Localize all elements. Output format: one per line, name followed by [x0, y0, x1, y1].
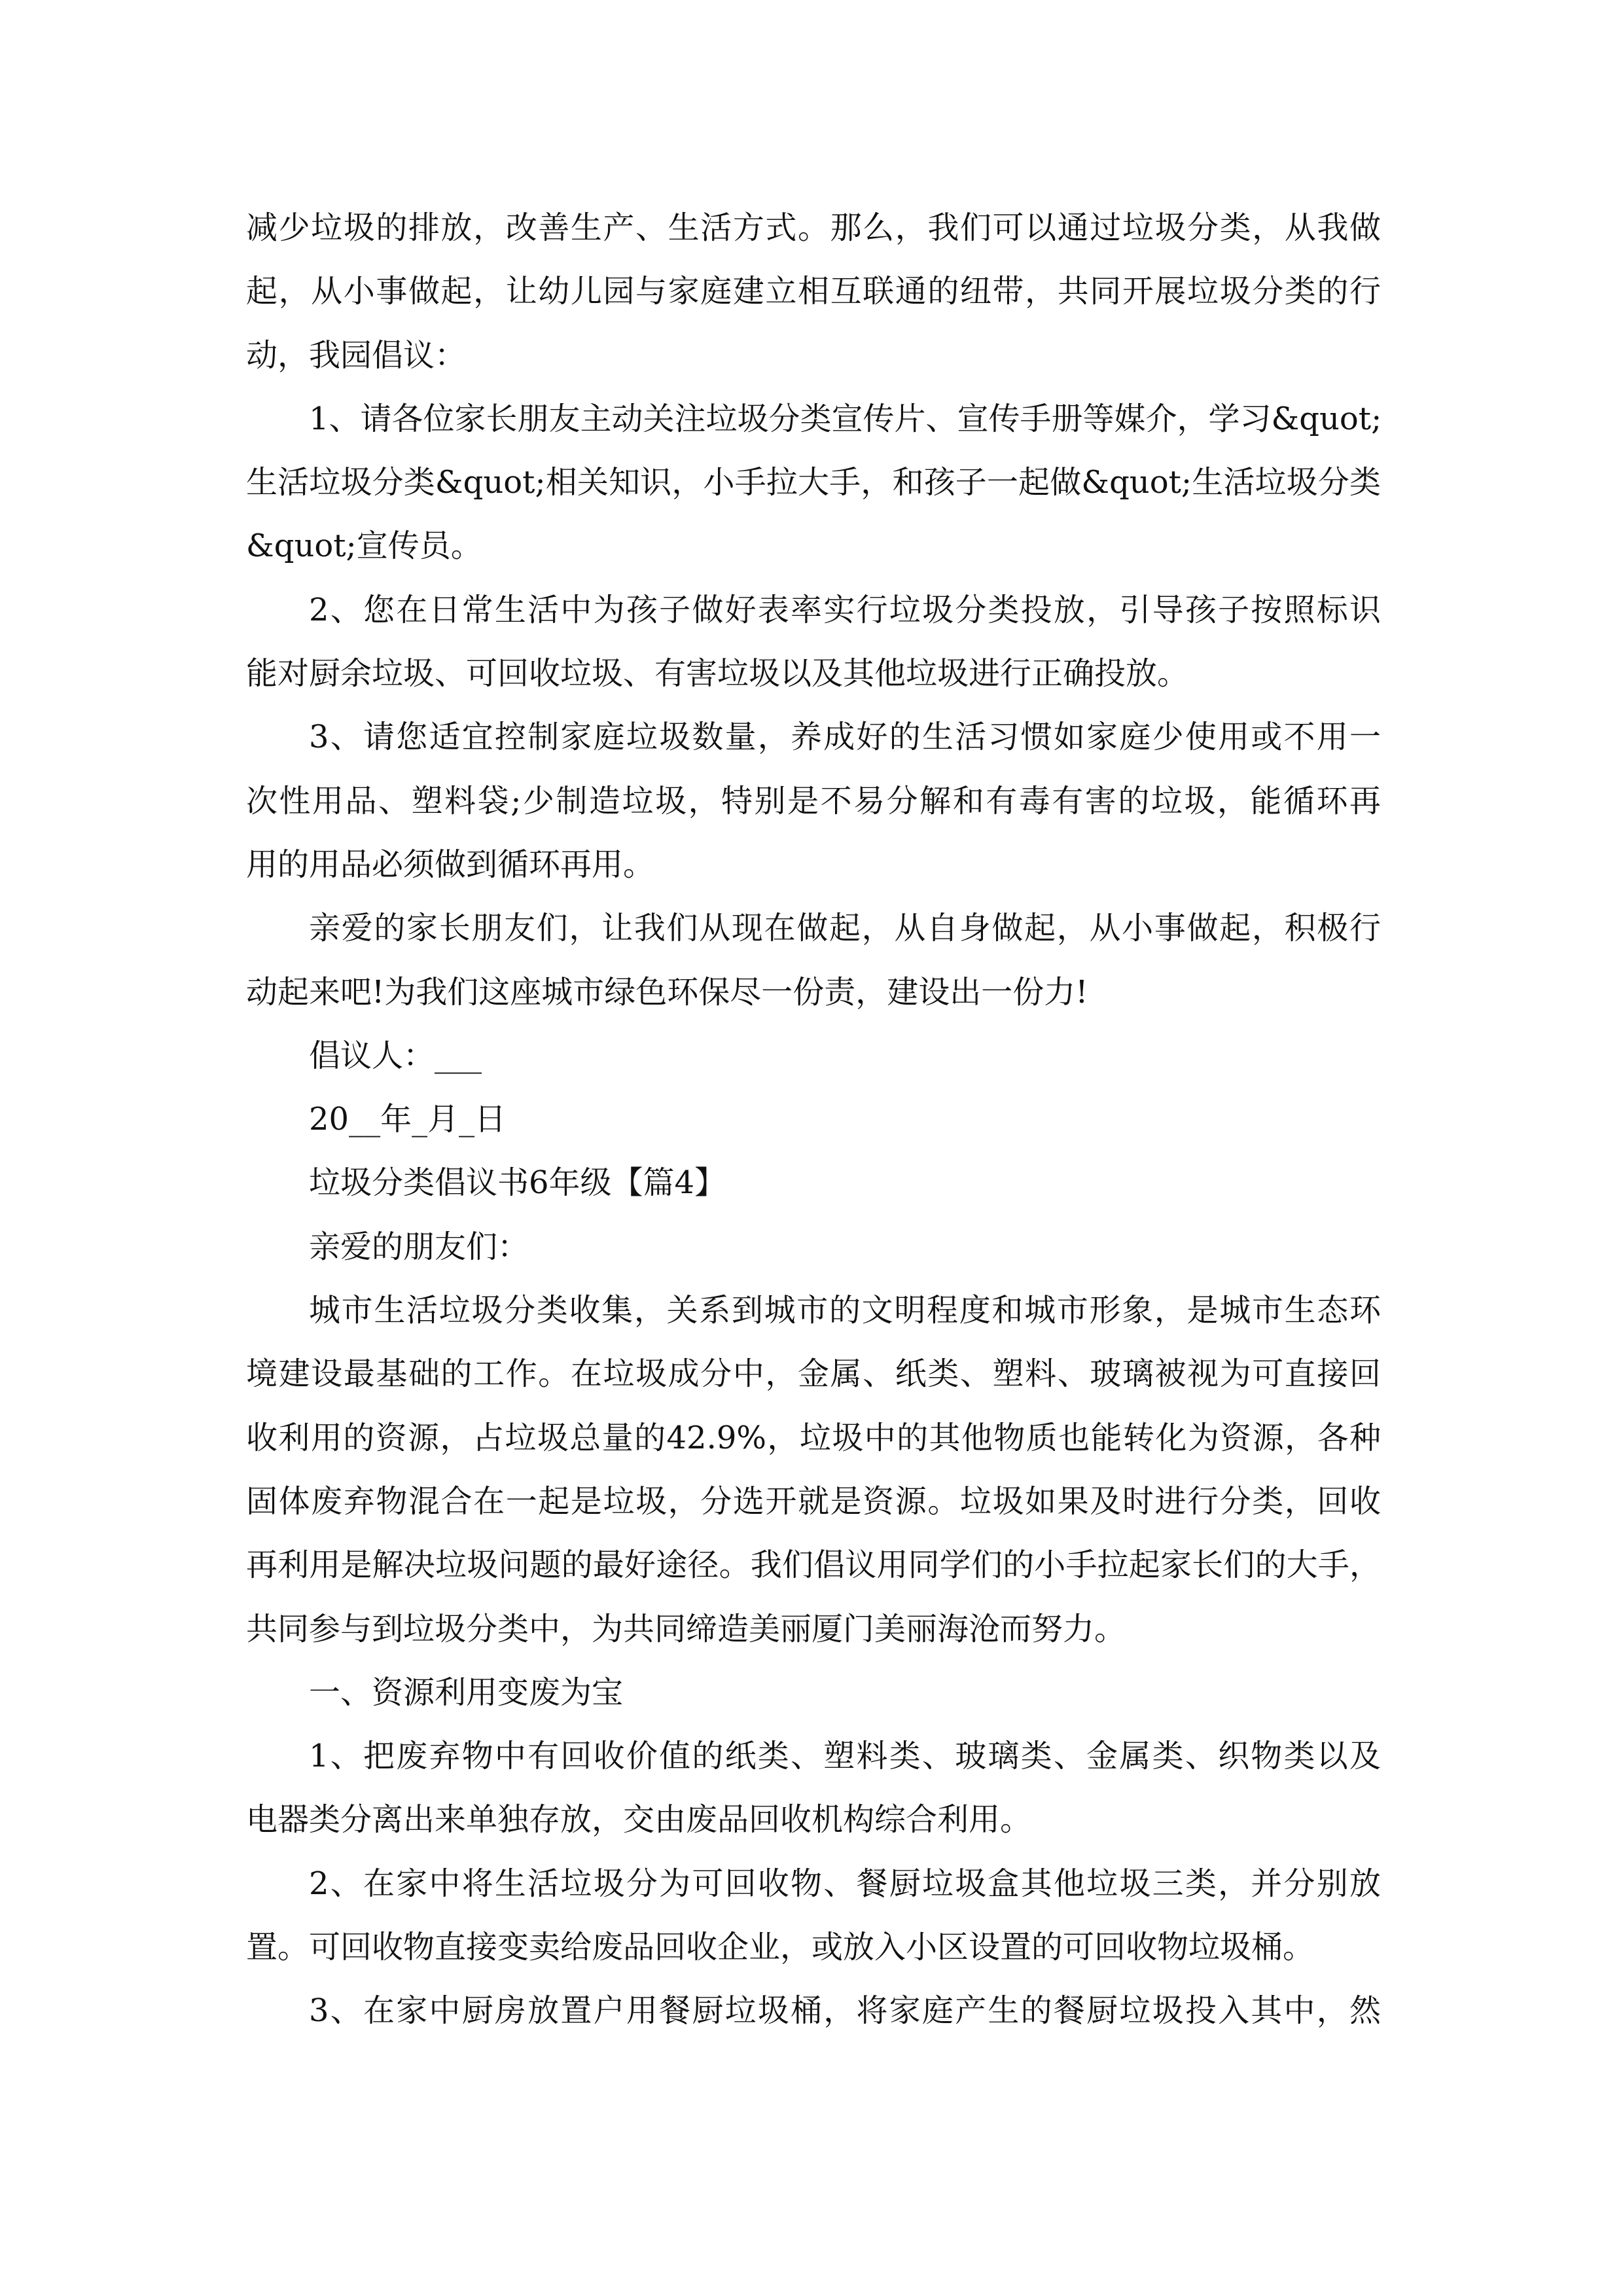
text-line: 再利用是解决垃圾问题的最好途径。我们倡议用同学们的小手拉起家长们的大手， — [246, 1547, 1381, 1584]
text-line: 动，我园倡议： — [246, 336, 467, 374]
text-line: 能对厨余垃圾、可回收垃圾、有害垃圾以及其他垃圾进行正确投放。 — [246, 655, 1189, 692]
text-line: 亲爱的家长朋友们，让我们从现在做起，从自身做起，从小事做起，积极行 — [309, 910, 1381, 947]
text-line: &quot;宣传员。 — [246, 528, 482, 565]
signature-line: 倡议人：___ — [309, 1037, 482, 1074]
section-heading: 垃圾分类倡议书6年级【篇4】 — [309, 1164, 726, 1202]
text-line: 固体废弃物混合在一起是垃圾，分选开就是资源。垃圾如果及时进行分类，回收 — [246, 1482, 1381, 1520]
text-line: 起，从小事做起，让幼儿园与家庭建立相互联通的纽带，共同开展垃圾分类的行 — [246, 273, 1381, 310]
text-line: 动起来吧!为我们这座城市绿色环保尽一份责，建设出一份力! — [246, 973, 1088, 1011]
text-line: 次性用品、塑料袋;少制造垃圾，特别是不易分解和有毒有害的垃圾，能循环再 — [246, 782, 1381, 819]
text-line: 3、在家中厨房放置户用餐厨垃圾桶，将家庭产生的餐厨垃圾投入其中，然 — [309, 1992, 1381, 2030]
text-line: 境建设最基础的工作。在垃圾成分中，金属、纸类、塑料、玻璃被视为可直接回 — [246, 1355, 1381, 1393]
text-line: 2、在家中将生活垃圾分为可回收物、餐厨垃圾盒其他垃圾三类，并分别放 — [309, 1865, 1381, 1902]
subheading: 一、资源利用变废为宝 — [309, 1674, 624, 1711]
text-line: 用的用品必须做到循环再用。 — [246, 846, 655, 883]
salutation: 亲爱的朋友们： — [309, 1228, 529, 1265]
text-line: 共同参与到垃圾分类中，为共同缔造美丽厦门美丽海沧而努力。 — [246, 1610, 1126, 1647]
text-line: 1、请各位家长朋友主动关注垃圾分类宣传片、宣传手册等媒介，学习&quot; — [309, 400, 1382, 437]
document-page — [246, 196, 1381, 2043]
text-line: 减少垃圾的排放，改善生产、生活方式。那么，我们可以通过垃圾分类，从我做 — [246, 209, 1381, 246]
text-line: 3、请您适宜控制家庭垃圾数量，养成好的生活习惯如家庭少使用或不用一 — [309, 719, 1381, 756]
text-line: 电器类分离出来单独存放，交由废品回收机构综合利用。 — [246, 1801, 1032, 1839]
text-line: 城市生活垃圾分类收集，关系到城市的文明程度和城市形象，是城市生态环 — [309, 1292, 1381, 1329]
text-line: 1、把废弃物中有回收价值的纸类、塑料类、玻璃类、金属类、织物类以及 — [309, 1738, 1381, 1775]
date-line: 20__年_月_日 — [309, 1101, 507, 1138]
text-line: 收利用的资源，占垃圾总量的42.9%，垃圾中的其他物质也能转化为资源，各种 — [246, 1419, 1381, 1456]
text-line: 生活垃圾分类&quot;相关知识，小手拉大手，和孩子一起做&quot;生活垃圾分类 — [246, 464, 1381, 501]
text-line: 2、您在日常生活中为孩子做好表率实行垃圾分类投放，引导孩子按照标识 — [309, 591, 1381, 628]
text-line: 置。可回收物直接变卖给废品回收企业，或放入小区设置的可回收物垃圾桶。 — [246, 1929, 1315, 1966]
